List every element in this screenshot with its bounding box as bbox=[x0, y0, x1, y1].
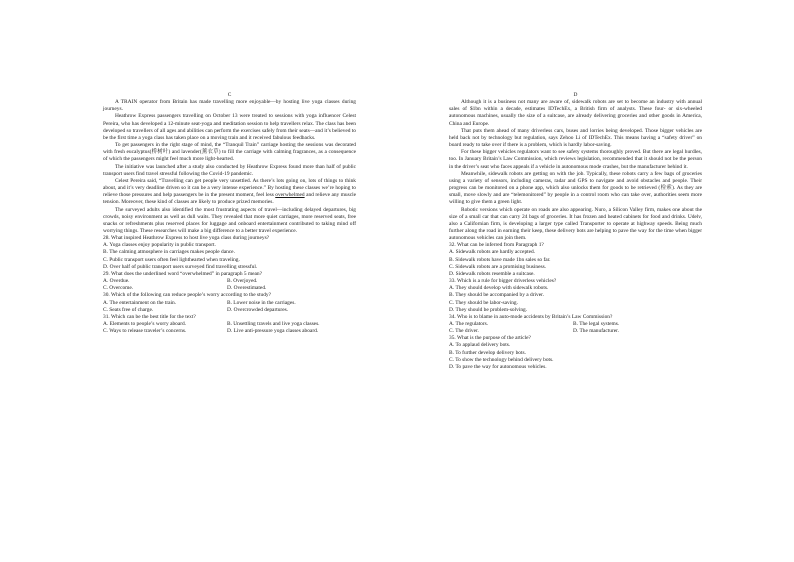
question-35-option: D. To pave the way for autonomous vehicles. bbox=[449, 363, 547, 370]
passage-c-heading: C bbox=[227, 92, 232, 98]
question-29-options-row bbox=[103, 278, 356, 285]
passage-c-paragraph: A TRAIN operator from Britain has made travelling more enjoyable—by hosting live yoga classes during journeys. bbox=[103, 99, 356, 113]
question-30-option: B. Lower noise in the carriages. bbox=[227, 299, 296, 306]
question-35-option: B. To further develop delivery bots. bbox=[449, 349, 526, 356]
question-28-option: B. The calming atmosphere in carriages makes people dance. bbox=[103, 249, 235, 256]
question-35-stem: 35. What is the purpose of the article? bbox=[449, 335, 531, 342]
passage-c-paragraph: Heathrow Express passengers travelling on October 13 were treated to sessions with yoga influencer Celest Pereira, who has developed a 12-minute seat-yoga and meditation session to help travellers relax. The class has been developed so travellers of all ages and abilities can perform the exercises safely from their seats—and it’s believed to be the first time a yoga class has taken place on a moving train and it received fabulous feedbacks. bbox=[103, 113, 356, 141]
question-34-option: A. The regulators. bbox=[449, 321, 489, 327]
question-28-option: C. Public transport users often feel lighthearted when traveling. bbox=[103, 256, 240, 263]
passage-d-paragraph: For these bigger vehicles regulators want to see safety systems thoroughly proved. But there are legal hurdles, too. In January Britain’s Law Commission, which reviews legislation, recommended that it should not be the person in the driver’s seat who faces appeals if a vehicle in autonomous mode crashes, but the manufacturer behind it. bbox=[449, 149, 702, 170]
question-35-option: A. To applaud delivery bots. bbox=[449, 342, 511, 349]
passage-c-paragraph: The surveyed adults also identified the most frustrating aspects of travel—including delayed departures, big crowds, noisy environment as well as dull waits. They revealed that more quiet carriages, more reserved seats, free snacks or refreshments plus reserved places for luggage and onboard entertainment contributed to taking mind off worrying things. These researches will make a big difference to a better travel experience. bbox=[103, 206, 356, 234]
question-34-option: D. The manufacturer. bbox=[573, 328, 620, 335]
question-33-stem: 33. Which is a rule for bigger driverless vehicles? bbox=[449, 278, 557, 285]
passage-d-paragraph: Although it is a business not many are aware of, sidewalk robots are set to become an industry with annual sales of $1bn within a decade, estimates IDTechEx, a British firm of analysts. These four- or six-wheeled autonomous machines, usually the size of a suitcase, are already delivering groceries and other goods in America, China and Europe. bbox=[449, 99, 702, 127]
question-31-option: B. Unsettling travels and live yoga classes. bbox=[227, 321, 320, 327]
question-31-option: A. Elements to people’s worry aboard. bbox=[103, 321, 187, 327]
passage-d-column bbox=[449, 92, 702, 371]
question-29-stem: 29. What does the underlined word “overwhelmed” in paragraph 5 mean? bbox=[103, 270, 263, 277]
question-33-option: B. They should be accompanied by a driver. bbox=[449, 292, 544, 299]
passage-d-paragraph: That puts them ahead of many driverless cars, buses and lorries being developed. Those bigger vehicles are held back not by technology but regulation, says Zehoo Li of IDTechEx. This means having a “safety driver” on board ready to take over if there is a problem, which is hardly labor-saving. bbox=[449, 127, 702, 149]
question-30-option: C. Seats free of charge. bbox=[103, 306, 154, 313]
passage-d-heading: D bbox=[573, 92, 578, 98]
question-28-option: A. Yoga classes enjoy popularity in public transport. bbox=[103, 242, 216, 249]
question-32-option: B. Sidewalk robots have made 1bn sales so far. bbox=[449, 256, 551, 263]
question-29-option: A. Overdue. bbox=[103, 278, 130, 285]
question-31-stem: 31. Which can be the best title for the text? bbox=[103, 313, 196, 320]
question-33-option: D. They should be problem-solving. bbox=[449, 306, 528, 313]
question-31-options-row bbox=[103, 321, 356, 328]
question-34-option: C. The driver. bbox=[449, 328, 479, 335]
question-30-options-row bbox=[103, 300, 356, 307]
question-31-options-row bbox=[103, 328, 356, 335]
question-34-stem: 34. Who is to blame in auto-mode accidents by Britain’s Law Commission? bbox=[449, 313, 613, 320]
passage-c-paragraph: The initiative was launched after a study also conducted by Heathrow Express found more than half of public transport users find travel stressful following the Covid-19 pandemic. bbox=[103, 163, 356, 177]
question-29-option: B. Overjoyed. bbox=[227, 278, 258, 285]
question-29-option: D. Overestimated. bbox=[227, 285, 267, 292]
passage-d-paragraph: Robotic versions which operate on roads are also appearing. Nuro, a Silicon Valley firm, makes one about the size of a small car that can carry 24 bags of groceries. It has frozen and heated cabinets for food and drinks. Udelv, also a Californian firm, is developing a larger type called Transporter to operate at highway speeds. Being much further along the road in earning their keep, these delivery bots are helping to pave the way for the time when bigger autonomous vehicles can join them. bbox=[449, 206, 702, 242]
question-30-stem: 30. Which of the following can reduce people’s worry according to the study? bbox=[103, 292, 272, 299]
underlined-word: overwhelmed bbox=[275, 192, 305, 199]
question-30-options-row bbox=[103, 307, 356, 314]
question-30-option: D. Overcrowded departures. bbox=[227, 306, 289, 313]
question-32-option: D. Sidewalk robots resemble a suitcase. bbox=[449, 270, 535, 277]
question-29-option: C. Overcome. bbox=[103, 285, 134, 292]
question-28-stem: 28. What inspired Heathrow Express to host live yoga class during journeys? bbox=[103, 235, 270, 242]
question-34-option: B. The legal systems. bbox=[573, 321, 620, 327]
question-31-option: C. Ways to release traveler’s concerns. bbox=[103, 328, 187, 335]
question-30-option: A. The entertainment on the train. bbox=[103, 299, 177, 306]
question-31-option: D. Live anti-pressure yoga classes aboard. bbox=[227, 328, 319, 335]
question-35-option: C. To show the technology behind delivery bots. bbox=[449, 356, 554, 363]
question-28-option: D. Over half of public transport users surveyed find travelling stressful. bbox=[103, 263, 258, 270]
question-32-option: C. Sidewalk robots are a promising business. bbox=[449, 263, 547, 270]
question-32-option: A. Sidewalk robots are hardly accepted. bbox=[449, 249, 536, 256]
question-33-option: A. They should develop with sidewalk robots. bbox=[449, 285, 549, 292]
passage-c-column bbox=[103, 92, 356, 335]
passage-c-paragraph: To get passengers in the right stage of mind, the “Tranquil Train” carriage hosting the sessions was decorated with fresh eucalyptus(桥树叶) and lavender(薰衣草) to fill the carriage with calming fragrances, as a consequence of which the passengers might feel much more light-hearted. bbox=[103, 142, 356, 163]
question-32-stem: 32. What can be inferred from Paragraph 1? bbox=[449, 242, 544, 249]
question-33-option: C. They should be labor-saving. bbox=[449, 299, 518, 306]
passage-d-paragraph: Meanwhile, sidewalk robots are getting on with the job. Typically, these robots carry a few bags of groceries using a variety of sensors, including cameras, radar and GPS to navigate and avoid obstacles and people. Their progress can be monitored on a phone app, which also unlocks them for goods to be retrieved (检索). As they are small, move slowly and are “telemonitored” by people in a control room who can take over, authorities seem more willing to give them a green light. bbox=[449, 170, 702, 206]
passage-c-paragraph: Celest Pereira said, “Travelling can get people very unsettled. As there’s lots going on, lots of things to think about, and it’s very deadline driven so it can be a very intense experience.” By hosting these classes we’re hoping to relieve those pressures and help passengers be in the present moment, feel less overwhelmed and relieve any muscle tension. Moreover, these kind of classes are likely to produce prized memories. bbox=[103, 177, 356, 206]
